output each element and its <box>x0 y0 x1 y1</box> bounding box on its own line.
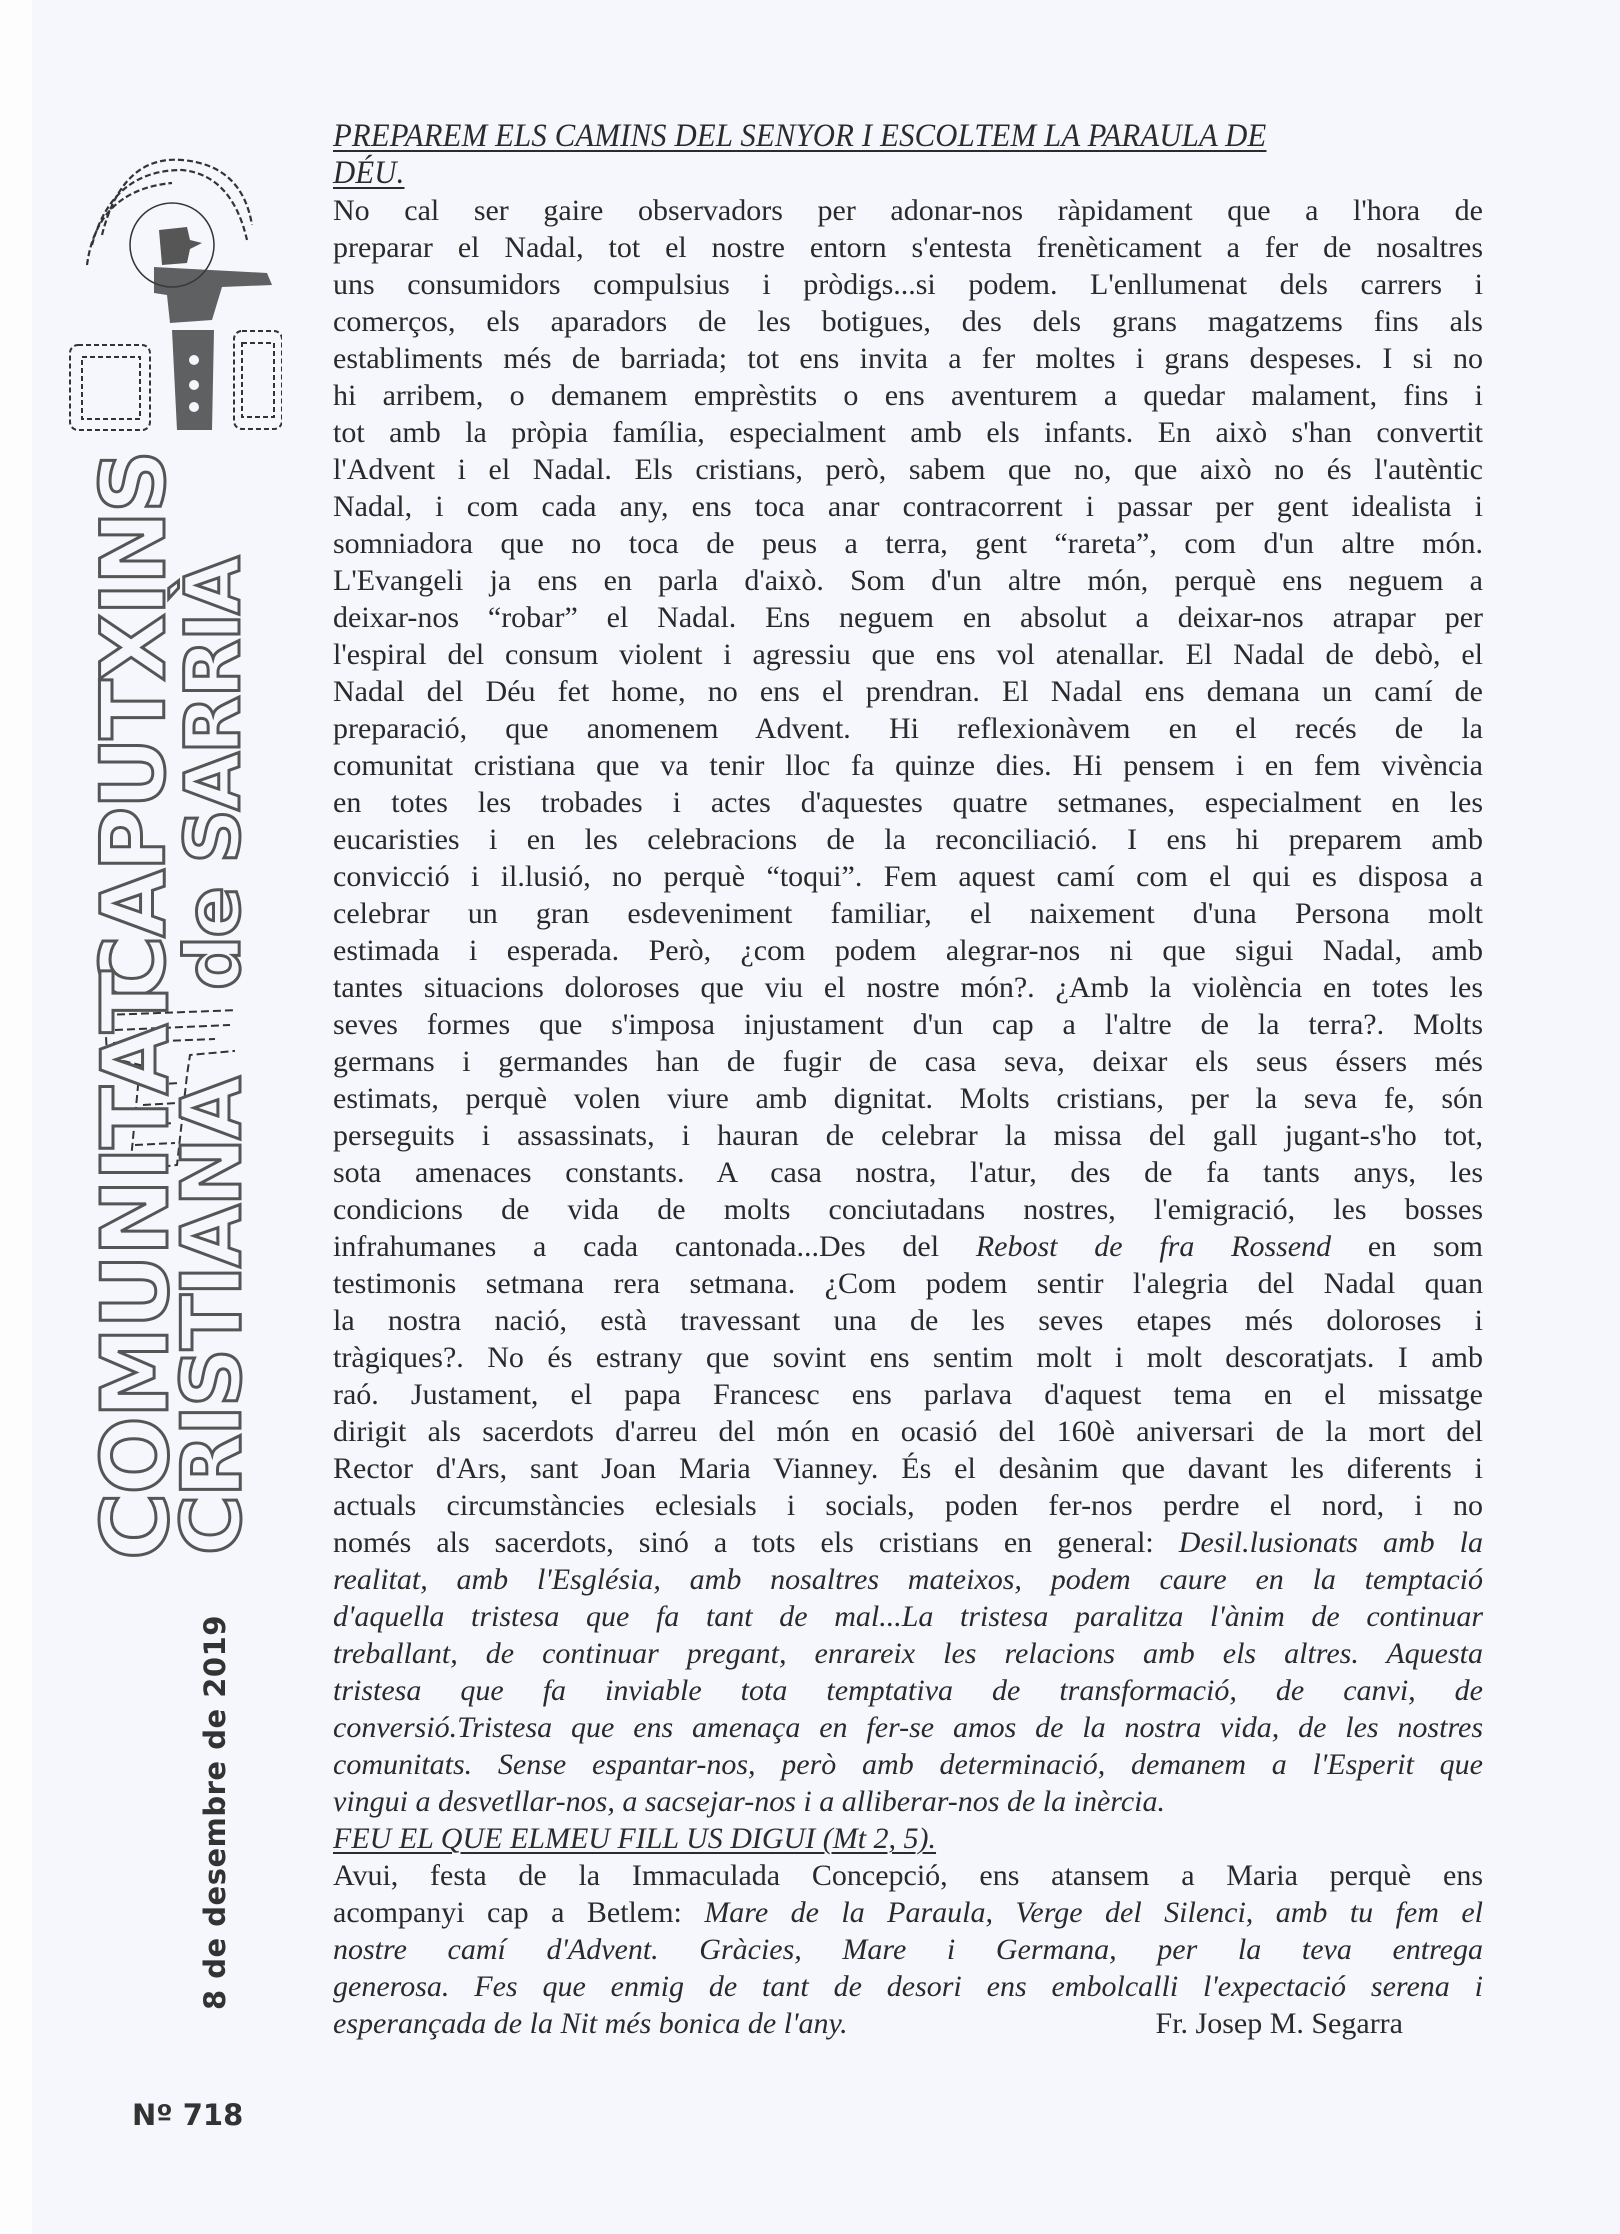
franciscan-figure-icon <box>62 145 282 435</box>
rebost-name: Rebost de fra Rossend <box>975 1230 1332 1263</box>
text-run: generosa. Fes que enmig de tant de desori ens embolcalli l'expectació serena i <box>333 1970 1483 2003</box>
text-run: Nadal, i com cada any, ens toca anar contracorrent i passar per gent idealista i <box>333 490 1483 523</box>
text-run: perseguits i assassinats, i hauran de celebrar la missa del gall jugant-s'ho tot, <box>333 1119 1483 1152</box>
text-run: deixar-nos “robar” el Nadal. Ens neguem en absolut a deixar-nos atrapar per <box>333 601 1483 634</box>
text-run: celebrar un gran esdeveniment familiar, el naixement d'una Persona molt <box>333 897 1483 930</box>
body-line <box>333 488 1483 525</box>
body-line <box>333 562 1483 599</box>
body-line <box>333 710 1483 747</box>
masthead-comunitat: COMUNITAT <box>82 972 189 1560</box>
body-line <box>333 784 1483 821</box>
article-subtitle: FEU EL QUE ELMEU FILL US DIGUI (Mt 2, 5). <box>333 1822 937 1855</box>
body-line <box>333 1413 1483 1450</box>
issue-number: Nº 718 <box>132 2098 244 2132</box>
closing-line <box>333 2005 1483 2042</box>
article <box>333 118 1483 2042</box>
body-line <box>333 1191 1483 1228</box>
body-line <box>333 747 1483 784</box>
body-line <box>333 1006 1483 1043</box>
text-run: hi arribem, o demanem emprèstits o ens aventurem a quedar malament, fins i <box>333 379 1483 412</box>
prayer-start: Mare de la Paraula, Verge del Silenci, amb tu fem el <box>704 1896 1484 1929</box>
masthead-cristiana: CRISTIANA <box>165 1078 260 1555</box>
text-run: nostre camí d'Advent. Gràcies, Mare i Germana, per la teva entrega <box>333 1933 1483 1966</box>
text-run: uns consumidors compulsius i pròdigs...si podem. L'enllumenat dels carrers i <box>333 268 1483 301</box>
text-run: Nadal del Déu fet home, no ens el prendran. El Nadal ens demana un camí de <box>333 675 1483 708</box>
body-line <box>333 525 1483 562</box>
signature: Fr. Josep M. Segarra <box>1155 2007 1403 2040</box>
closing-text: esperançada de la Nit més bonica de l'any. <box>333 2007 848 2040</box>
prayer-line <box>333 1968 1483 2005</box>
text-run: Rector d'Ars, sant Joan Maria Vianney. És el desànim que davant les diferents i <box>333 1452 1483 1485</box>
text-run: condicions de vida de molts conciutadans nostres, l'emigració, les bosses <box>333 1193 1483 1226</box>
quote-line <box>333 1709 1483 1746</box>
body-line <box>333 1117 1483 1154</box>
text-run: L'Evangeli ja ens en parla d'això. Som d'un altre món, perquè ens neguem a <box>333 564 1483 597</box>
text-run: conversió.Tristesa que ens amenaça en fer-se amos de la nostra vida, de les nostres <box>333 1711 1483 1744</box>
sidebar <box>0 0 300 2234</box>
body-line-rebost <box>333 1228 1483 1265</box>
text-run: tot amb la pròpia família, especialment amb els infants. En això s'han convertit <box>333 416 1483 449</box>
text-run: la nostra nació, està travessant una de les seves etapes més doloroses i <box>333 1304 1483 1337</box>
quote-line <box>333 1672 1483 1709</box>
text-run: comerços, els aparadors de les botigues, des dels grans magatzems fins als <box>333 305 1483 338</box>
text-run: establiments més de barriada; tot ens invita a fer moltes i grans despeses. I si no <box>333 342 1483 375</box>
text-run: en totes les trobades i actes d'aquestes quatre setmanes, especialment en les <box>333 786 1483 819</box>
final-line-2 <box>333 1894 1483 1931</box>
body-line <box>333 599 1483 636</box>
text-run: somniadora que no toca de peus a terra, gent “rareta”, com d'un altre món. <box>333 527 1483 560</box>
text-run: l'Advent i el Nadal. Els cristians, però, sabem que no, que això no és l'autèntic <box>333 453 1483 486</box>
body-line <box>333 266 1483 303</box>
body-line <box>333 932 1483 969</box>
text-run: només als sacerdots, sinó a tots els cristians en general: <box>333 1526 1179 1559</box>
text-run: germans i germandes han de fugir de casa seva, deixar els seus éssers més <box>333 1045 1483 1078</box>
body-line <box>333 451 1483 488</box>
prayer-line <box>333 1931 1483 1968</box>
body-line <box>333 1376 1483 1413</box>
body-line <box>333 229 1483 266</box>
body-line <box>333 1450 1483 1487</box>
body-line <box>333 192 1483 229</box>
quote-line <box>333 1635 1483 1672</box>
text-run: infrahumanes a cada cantonada...Des del <box>333 1230 976 1263</box>
text-run: tantes situacions doloroses que viu el nostre món?. ¿Amb la violència en totes les <box>333 971 1483 1004</box>
text-run: comunitat cristiana que va tenir lloc fa quinze dies. Hi pensem i en fem vivència <box>333 749 1483 782</box>
text-run: d'aquella tristesa que fa tant de mal...La tristesa paralitza l'ànim de continuar <box>333 1600 1483 1633</box>
body-line <box>333 1043 1483 1080</box>
text-run: sota amenaces constants. A casa nostra, l'atur, des de fa tants anys, les <box>333 1156 1483 1189</box>
body-line-quote-start <box>333 1524 1483 1561</box>
text-run: Avui, festa de la Immaculada Concepció, ens atansem a Maria perquè ens <box>333 1859 1483 1892</box>
body-line <box>333 1154 1483 1191</box>
masthead-de-sarria: de SARRIÀ <box>168 557 257 990</box>
body-line <box>333 636 1483 673</box>
text-run: preparar el Nadal, tot el nostre entorn s'entesta frenèticament a fer de nosaltres <box>333 231 1483 264</box>
text-run: estimats, perquè volen viure amb dignitat. Molts cristians, per la seva fe, són <box>333 1082 1483 1115</box>
body-line <box>333 303 1483 340</box>
text-run: actuals circumstàncies eclesials i socials, poden fer-nos perdre el nord, i no <box>333 1489 1483 1522</box>
text-run: comunitats. Sense espantar-nos, però amb determinació, demanem a l'Esperit que <box>333 1748 1483 1781</box>
text-run: treballant, de continuar pregant, enrareix les relacions amb els altres. Aquesta <box>333 1637 1483 1670</box>
quote-line <box>333 1598 1483 1635</box>
text-run: testimonis setmana rera setmana. ¿Com podem sentir l'alegria del Nadal quan <box>333 1267 1483 1300</box>
body-line <box>333 673 1483 710</box>
quote-line <box>333 1746 1483 1783</box>
body-line <box>333 340 1483 377</box>
text-run: tristesa que fa inviable tota temptativa de transformació, de canvi, de <box>333 1674 1483 1707</box>
article-title-line2: DÉU. <box>333 155 405 191</box>
quote-line <box>333 1561 1483 1598</box>
text-run: vingui a desvetllar-nos, a sacsejar-nos i a alliberar-nos de la inèrcia. <box>333 1785 1165 1818</box>
text-run: l'espiral del consum violent i agressiu que ens vol atenallar. El Nadal de debò, el <box>333 638 1483 671</box>
article-title-line1: PREPAREM ELS CAMINS DEL SENYOR I ESCOLTEM LA PARAULA DE <box>333 118 1267 154</box>
text-run: acompanyi cap a Betlem: <box>333 1896 705 1929</box>
body-line <box>333 414 1483 451</box>
masthead-caputxins: CAPUTXINS <box>82 451 185 1000</box>
body-line <box>333 821 1483 858</box>
text-run: en som <box>1331 1230 1484 1263</box>
body-line <box>333 1080 1483 1117</box>
prayer-lines <box>333 1931 1483 2005</box>
body-line <box>333 1302 1483 1339</box>
body-line <box>333 1487 1483 1524</box>
papal-quote <box>333 1561 1483 1820</box>
body-line <box>333 377 1483 414</box>
quote-start: Desil.lusionats amb la <box>1178 1526 1483 1559</box>
text-run: convicció i il.lusió, no perquè “toqui”. Fem aquest camí com el qui es disposa a <box>333 860 1483 893</box>
text-run: tràgiques?. No és estrany que sovint ens sentim molt i molt descoratjats. I amb <box>333 1341 1483 1374</box>
body-line <box>333 1339 1483 1376</box>
article-body-part2 <box>333 1265 1483 1524</box>
body-line <box>333 969 1483 1006</box>
text-run: No cal ser gaire observadors per adonar-nos ràpidament que a l'hora de <box>333 194 1483 227</box>
body-line <box>333 1265 1483 1302</box>
final-line-1 <box>333 1857 1483 1894</box>
article-body-part1 <box>333 192 1483 1228</box>
body-line <box>333 858 1483 895</box>
text-run: estimada i esperada. Però, ¿com podem alegrar-nos ni que sigui Nadal, amb <box>333 934 1483 967</box>
text-run: realitat, amb l'Església, amb nosaltres mateixos, podem caure en la temptació <box>333 1563 1483 1596</box>
quote-line <box>333 1783 1483 1820</box>
body-line <box>333 895 1483 932</box>
text-run: seves formes que s'imposa injustament d'un cap a l'altre de la terra?. Molts <box>333 1008 1483 1041</box>
text-run: raó. Justament, el papa Francesc ens parlava d'aquest tema en el missatge <box>333 1378 1483 1411</box>
issue-date: 8 de desembre de 2019 <box>198 1615 232 2010</box>
text-run: dirigit als sacerdots d'arreu del món en ocasió del 160è aniversari de la mort del <box>333 1415 1483 1448</box>
text-run: eucaristies i en les celebracions de la reconciliació. I ens hi preparem amb <box>333 823 1483 856</box>
text-run: preparació, que anomenem Advent. Hi reflexionàvem en el recés de la <box>333 712 1483 745</box>
